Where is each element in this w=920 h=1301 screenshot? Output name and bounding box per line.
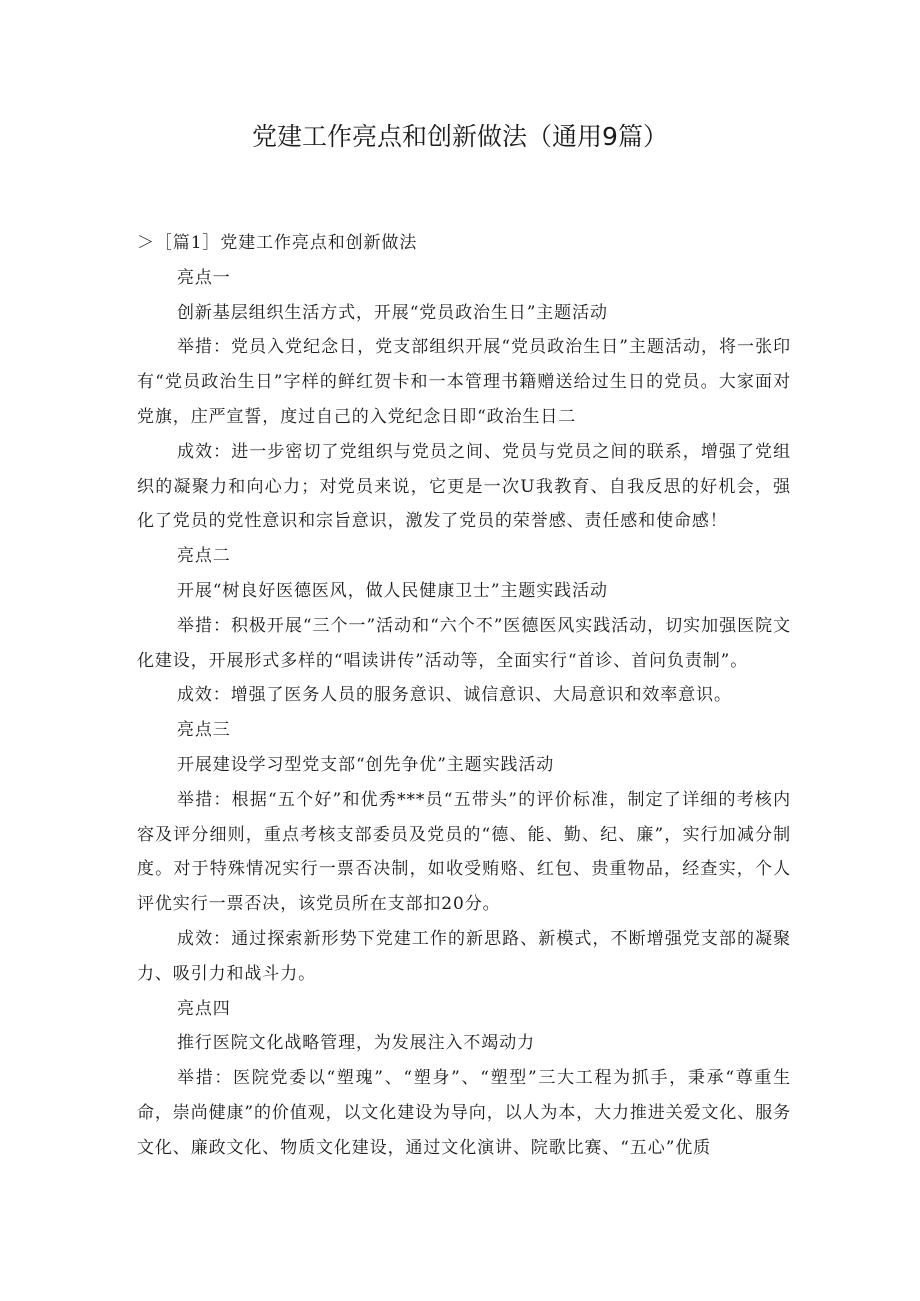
document-body xyxy=(137,226,791,1166)
measures-paragraph: 举措：根据“五个好”和优秀***员“五带头”的评价标准，制定了详细的考核内容及评分细则，重点考核支部委员及党员的“德、能、勤、纪、廉”，实行加减分制度。对于特殊情况实行一票否决制，如收受贿赂、红包、贵重物品，经查实，个人评优实行一票否决，该党员所在支部扣20分。 xyxy=(137,789,791,915)
results-paragraph: 成效：进一步密切了党组织与党员之间、党员与党员之间的联系，增强了党组织的凝聚力和向心力；对党员来说，它更是一次U我教育、自我反思的好机会，强化了党员的党性意识和宗旨意识，激发了党员的荣誉感、责任感和使命感！ xyxy=(137,441,791,532)
highlight-heading: 亮点一 xyxy=(177,267,231,288)
highlight-subtitle: 开展“树良好医德医风，做人民健康卫士”主题实践活动 xyxy=(177,580,608,601)
measures-paragraph: 举措：党员入党纪念日，党支部组织开展“党员政治生日”主题活动，将一张印有“党员政治生日”字样的鲜红贺卡和一本管理书籍赠送给过生日的党员。大家面对党旗，庄严宣誓，度过自己的入党纪念日即“政治生日二 xyxy=(137,337,791,427)
measures-paragraph: 举措：医院党委以“塑瑰”、“塑身”、“塑型”三大工程为抓手，秉承“尊重生命，崇尚健康”的价值观，以文化建设为导向，以人为本，大力推进关爱文化、服务文化、廉政文化、物质文化建设，通过文化演讲、院歌比赛、“五心”优质 xyxy=(137,1068,791,1158)
highlight-heading: 亮点四 xyxy=(177,998,231,1019)
highlight-subtitle: 推行医院文化战略管理，为发展注入不竭动力 xyxy=(177,1033,535,1054)
highlight-heading: 亮点三 xyxy=(177,720,231,741)
results-paragraph: 成效：增强了医务人员的服务意识、诚信意识、大局意识和效率意识。 xyxy=(177,685,732,706)
section-heading-line xyxy=(137,226,791,261)
section-heading: ［篇1］党建工作亮点和创新做法 xyxy=(154,233,418,253)
highlight-heading: 亮点二 xyxy=(177,546,231,567)
document-title: 党建工作亮点和创新做法（通用9篇） xyxy=(252,122,668,151)
measures-paragraph: 举措：积极开展“三个一”活动和“六个不”医德医风实践活动，切实加强医院文化建设，开展形式多样的“唱读讲传”活动等，全面实行“首诊、首问负责制”。 xyxy=(137,615,791,671)
highlight-subtitle: 开展建设学习型党支部“创先争优”主题实践活动 xyxy=(177,754,555,775)
section-marker: ＞ xyxy=(137,233,155,253)
highlight-subtitle: 创新基层组织生活方式，开展“党员政治生日”主题活动 xyxy=(177,302,608,323)
results-paragraph: 成效：通过探索新形势下党建工作的新思路、新模式，不断增强党支部的凝聚力、吸引力和战斗力。 xyxy=(137,928,791,984)
